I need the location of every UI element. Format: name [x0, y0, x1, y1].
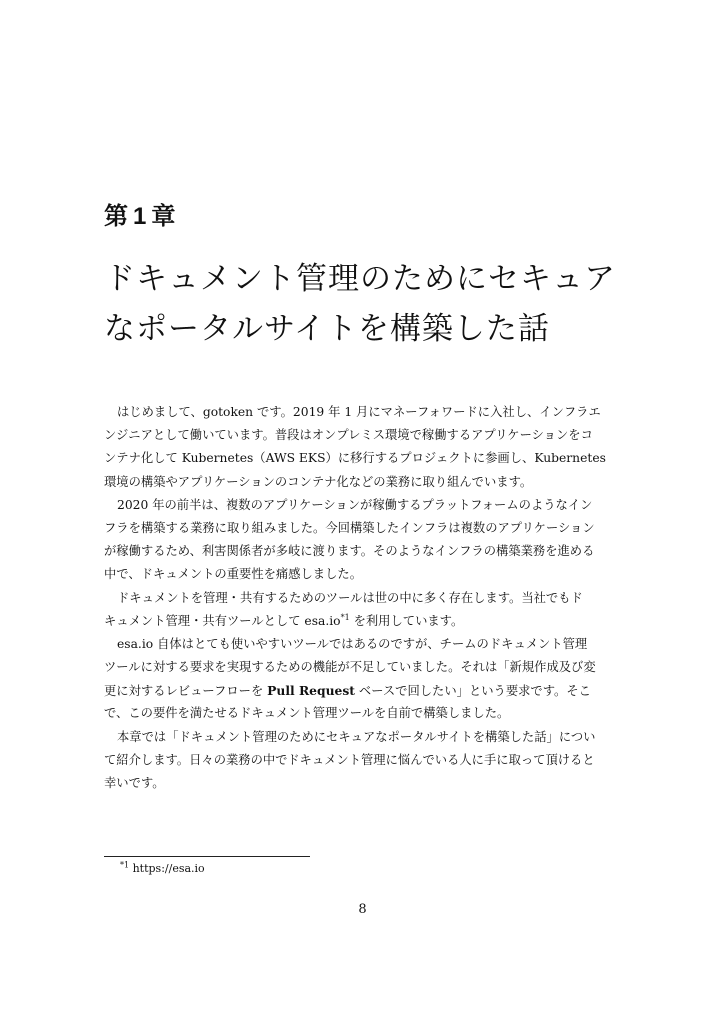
chapter-suffix: 章: [151, 202, 177, 230]
paragraph-line: ンジニアとして働いています。普段はオンプレミス環境で稼働するアプリケーションをコ: [104, 428, 593, 443]
bold-term: Pull Request: [267, 683, 355, 699]
paragraph-line: で、この要件を満たせるドキュメント管理ツールを自前で構築しました。: [104, 706, 510, 721]
text-segment: ベースで回したい」という要求です。そこ: [354, 684, 591, 699]
paragraph-line: て紹介します。日々の業務の中でドキュメント管理に悩んでいる人に手に取って頂けると: [104, 752, 595, 767]
paragraph-line: 環境の構築やアプリケーションのコンテナ化などの業務に取り組んでいます。: [104, 474, 533, 489]
text-segment: キュメント管理・共有ツールとして esa.io: [104, 613, 341, 628]
chapter-label: [104, 196, 176, 231]
footnote: [120, 862, 205, 875]
chapter-title-line-1: ドキュメント管理のためにセキュア: [104, 261, 616, 297]
footnote-link[interactable]: https://esa.io: [132, 862, 205, 875]
paragraph-line: 2020 年の前半は、複数のアプリケーションが稼働するプラットフォームのようなイン: [117, 497, 593, 512]
chapter-title-line-2: なポータルサイトを構築した話: [104, 311, 550, 347]
footnote-mark: *1: [120, 860, 130, 870]
paragraph-line: esa.io 自体はとても使いやすいツールではあるのですが、チームのドキュメント管理: [117, 636, 588, 651]
chapter-title: [104, 254, 624, 354]
footnote-reference[interactable]: *1: [340, 612, 350, 622]
text-segment: を利用しています。: [349, 613, 464, 628]
page-number: 8: [358, 902, 367, 917]
paragraph-line: ツールに対する要求を実現するための機能が不足していました。それは「新規作成及び変: [104, 660, 596, 675]
paragraph-line: が稼働するため、利害関係者が多岐に渡ります。そのようなインフラの構築業務を進める: [104, 544, 595, 559]
paragraph-line: 中で、ドキュメントの重要性を痛感しました。: [104, 567, 362, 582]
paragraph-line: ンテナ化して Kubernetes（AWS EKS）に移行するプロジェクトに参画し、Kubernetes: [104, 451, 606, 466]
paragraph-line: [104, 679, 624, 702]
paragraph-line: フラを構築する業務に取り組みました。今回構築したインフラは複数のアプリケーション: [104, 520, 595, 535]
chapter-number: 1: [133, 203, 148, 230]
paragraph-line: [104, 610, 624, 633]
chapter-prefix: 第: [104, 202, 129, 230]
paragraph-line: ドキュメントを管理・共有するためのツールは世の中に多く存在します。当社でもド: [117, 590, 583, 605]
body-text: [104, 401, 624, 795]
footnote-divider: [104, 856, 310, 857]
paragraph-line: はじめまして、gotoken です。2019 年 1 月にマネーフォワードに入社し、インフラエ: [117, 405, 601, 419]
paragraph-line: 幸いです。: [104, 776, 165, 790]
text-segment: 更に対するレビューフローを: [104, 684, 268, 699]
paragraph-line: 本章では「ドキュメント管理のためにセキュアなポータルサイトを構築した話」につい: [117, 729, 596, 744]
